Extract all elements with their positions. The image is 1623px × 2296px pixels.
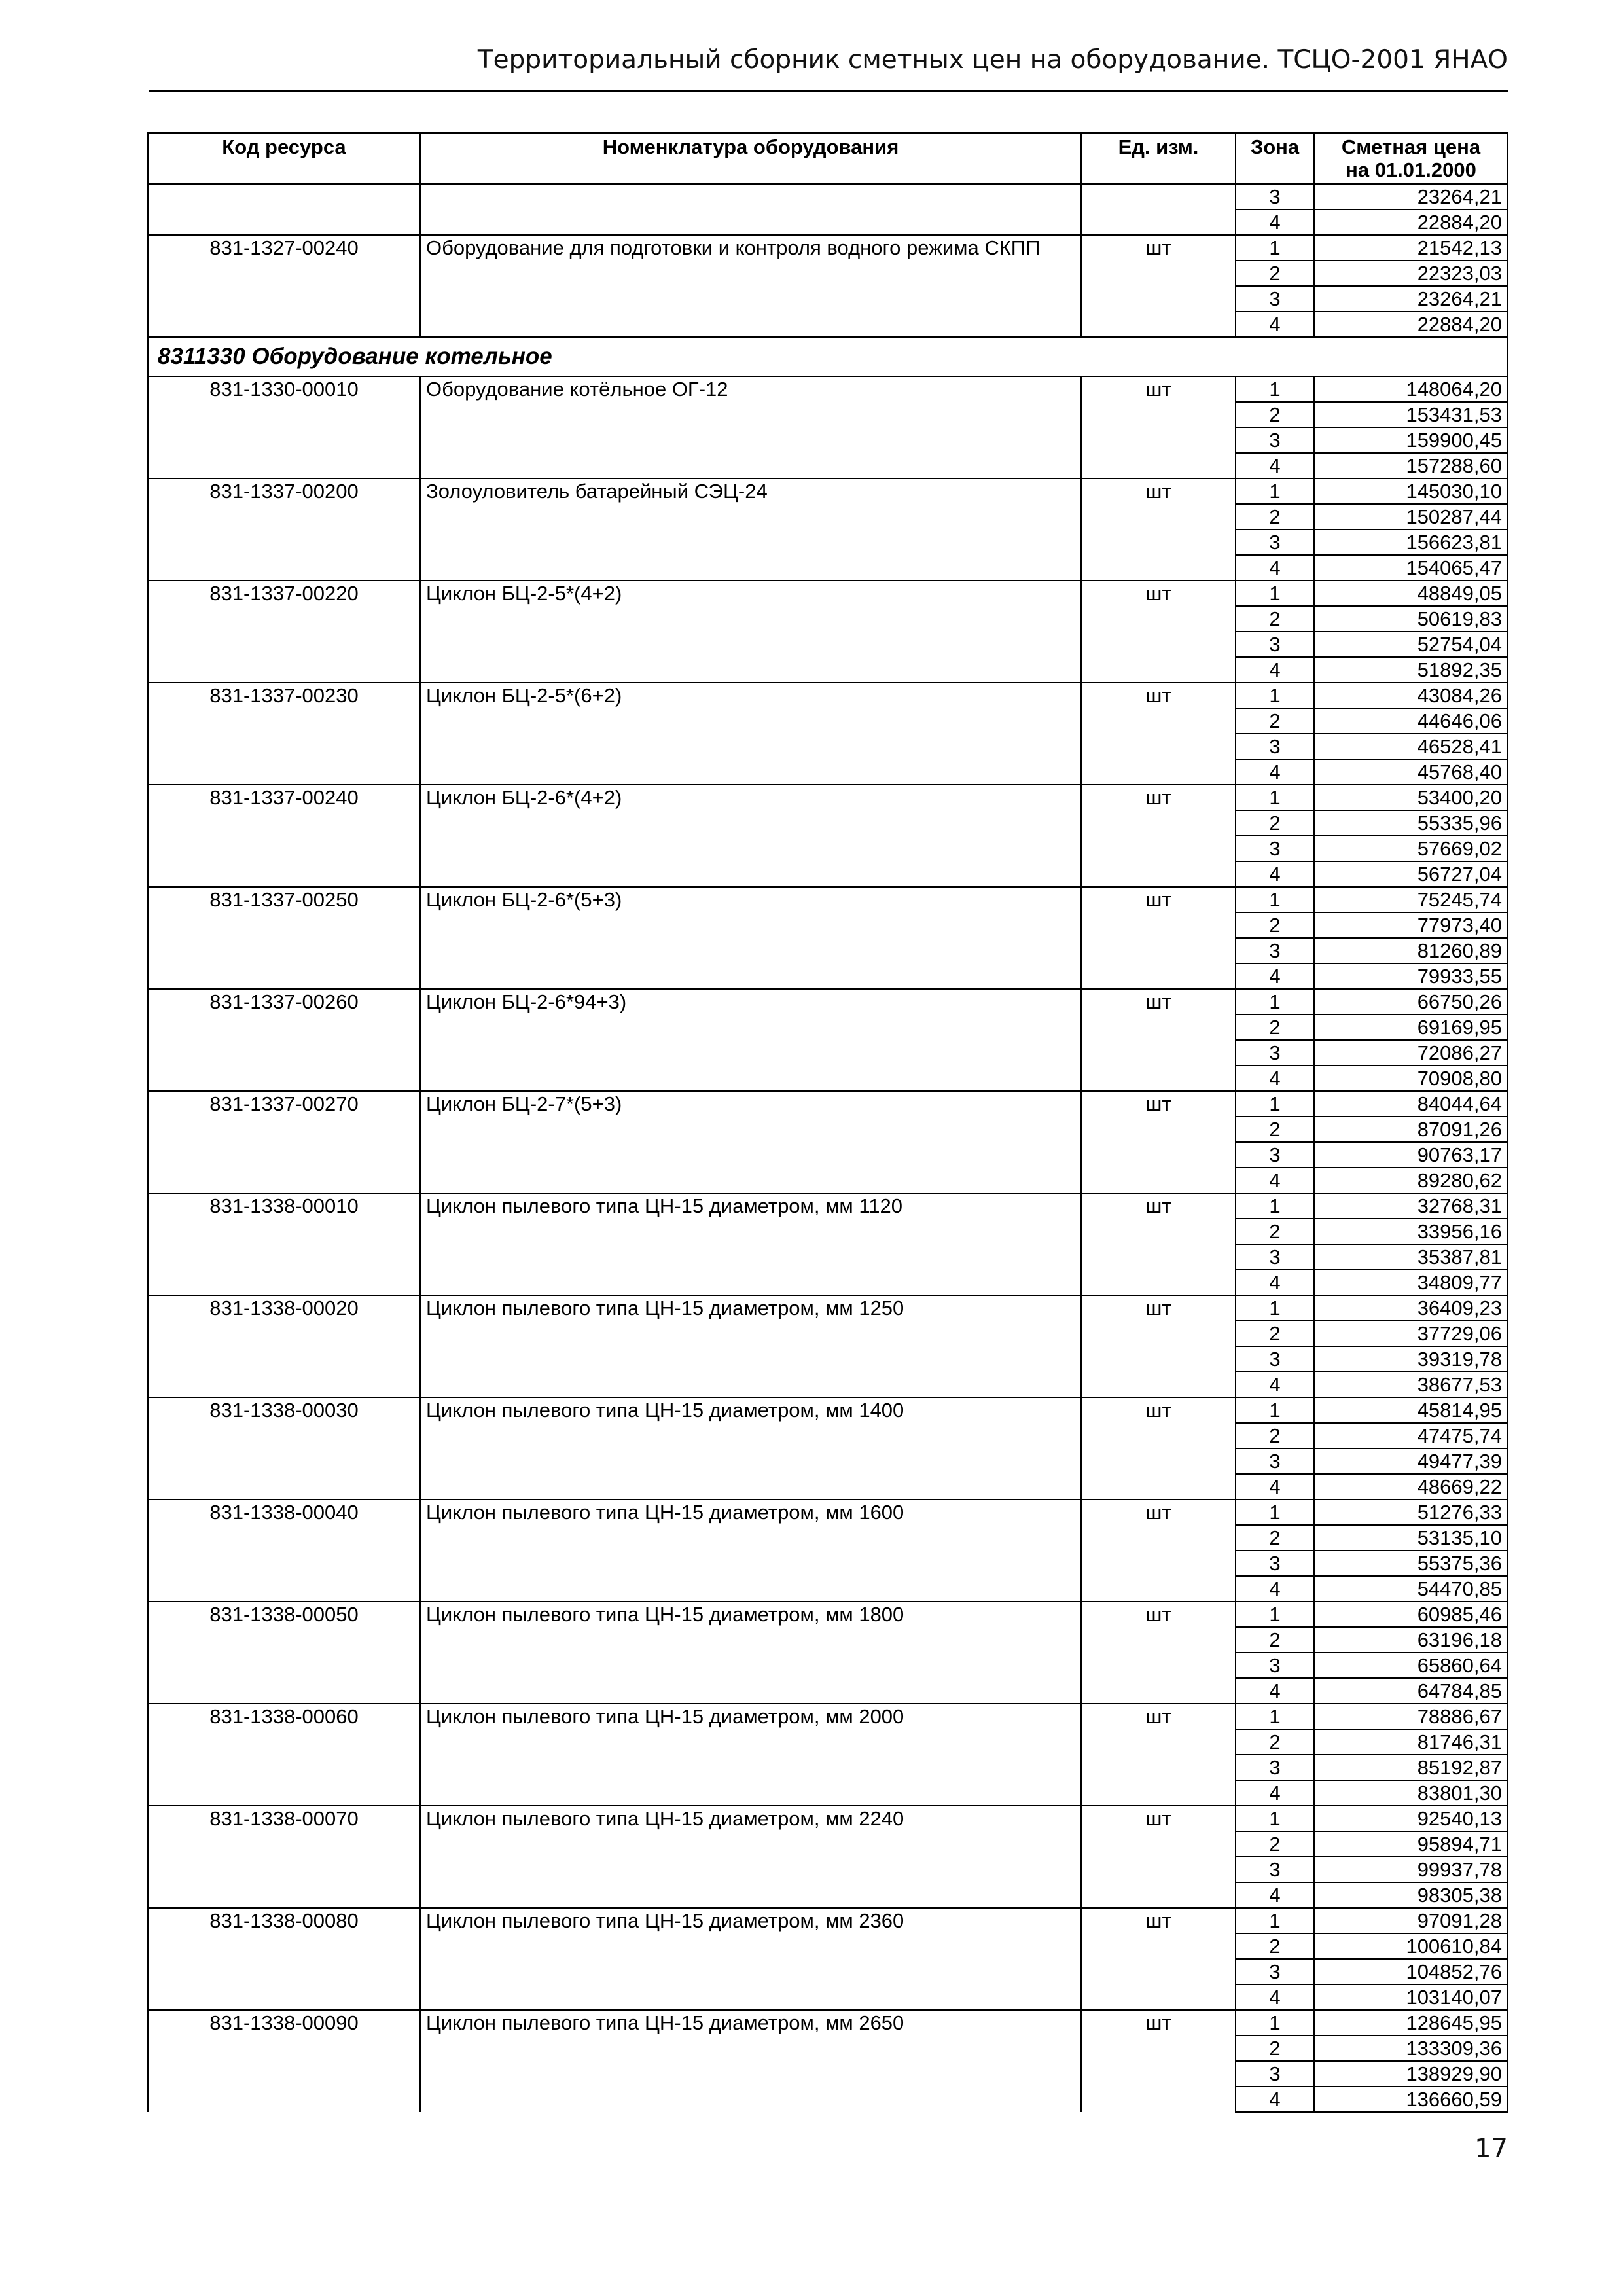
- zone-number: 4: [1236, 1882, 1314, 1908]
- resource-code: 831-1337-00240: [148, 785, 420, 887]
- section-title: 8311330 Оборудование котельное: [148, 337, 1508, 376]
- table-row: [148, 2010, 1508, 2036]
- zone-number: 3: [1236, 734, 1314, 759]
- unit-of-measure: шт: [1081, 989, 1236, 1091]
- estimated-price: 63196,18: [1314, 1627, 1508, 1653]
- estimated-price: 39319,78: [1314, 1346, 1508, 1372]
- resource-code: 831-1337-00220: [148, 581, 420, 683]
- zone-number: 3: [1236, 1653, 1314, 1678]
- estimated-price: 22323,03: [1314, 260, 1508, 286]
- zone-number: 3: [1236, 1755, 1314, 1780]
- estimated-price: 37729,06: [1314, 1321, 1508, 1346]
- estimated-price: 100610,84: [1314, 1933, 1508, 1959]
- unit-of-measure: шт: [1081, 1397, 1236, 1499]
- zone-number: 1: [1236, 1704, 1314, 1729]
- zone-number: 4: [1236, 1168, 1314, 1193]
- equipment-name: Циклон пылевого типа ЦН-15 диаметром, мм 1800: [420, 1602, 1081, 1704]
- estimated-price: 49477,39: [1314, 1448, 1508, 1474]
- estimated-price: 33956,16: [1314, 1219, 1508, 1244]
- zone-number: 3: [1236, 1959, 1314, 1984]
- estimated-price: 75245,74: [1314, 887, 1508, 912]
- estimated-price: 23264,21: [1314, 286, 1508, 312]
- estimated-price: 103140,07: [1314, 1984, 1508, 2010]
- unit-of-measure: шт: [1081, 2010, 1236, 2112]
- estimated-price: 34809,77: [1314, 1270, 1508, 1295]
- zone-number: 2: [1236, 606, 1314, 632]
- zone-number: 1: [1236, 2010, 1314, 2036]
- unit-of-measure: шт: [1081, 887, 1236, 989]
- zone-number: 4: [1236, 759, 1314, 785]
- zone-number: 3: [1236, 1448, 1314, 1474]
- zone-number: 4: [1236, 312, 1314, 337]
- estimated-price: 83801,30: [1314, 1780, 1508, 1806]
- zone-number: 3: [1236, 1142, 1314, 1168]
- unit-of-measure: шт: [1081, 785, 1236, 887]
- estimated-price: 154065,47: [1314, 555, 1508, 581]
- column-header-zone: Зона: [1236, 133, 1314, 184]
- unit-of-measure: шт: [1081, 1908, 1236, 2010]
- zone-number: 3: [1236, 1244, 1314, 1270]
- estimated-price: 22884,20: [1314, 209, 1508, 235]
- estimated-price: 35387,81: [1314, 1244, 1508, 1270]
- table-row: [148, 478, 1508, 504]
- unit-of-measure: шт: [1081, 1499, 1236, 1602]
- equipment-name: Циклон пылевого типа ЦН-15 диаметром, мм 2240: [420, 1806, 1081, 1908]
- estimated-price: 45814,95: [1314, 1397, 1508, 1423]
- zone-number: 4: [1236, 1372, 1314, 1397]
- estimated-price: 48669,22: [1314, 1474, 1508, 1499]
- equipment-name: Циклон пылевого типа ЦН-15 диаметром, мм 1250: [420, 1295, 1081, 1397]
- equipment-name: Циклон БЦ-2-6*(4+2): [420, 785, 1081, 887]
- estimated-price: 23264,21: [1314, 184, 1508, 210]
- zone-number: 1: [1236, 1193, 1314, 1219]
- estimated-price: 48849,05: [1314, 581, 1508, 606]
- zone-number: 1: [1236, 235, 1314, 260]
- zone-number: 3: [1236, 1551, 1314, 1576]
- resource-code: 831-1338-00080: [148, 1908, 420, 2010]
- zone-number: 1: [1236, 1397, 1314, 1423]
- zone-number: 2: [1236, 504, 1314, 529]
- resource-code: [148, 184, 420, 236]
- estimated-price: 99937,78: [1314, 1857, 1508, 1882]
- zone-number: 4: [1236, 657, 1314, 683]
- estimated-price: 38677,53: [1314, 1372, 1508, 1397]
- zone-number: 2: [1236, 1933, 1314, 1959]
- estimated-price: 32768,31: [1314, 1193, 1508, 1219]
- resource-code: 831-1338-00040: [148, 1499, 420, 1602]
- unit-of-measure: шт: [1081, 478, 1236, 581]
- page-number: 17: [1474, 2134, 1508, 2164]
- estimated-price: 69169,95: [1314, 1014, 1508, 1040]
- table-row: [148, 1499, 1508, 1525]
- equipment-name: Оборудование котёльное ОГ-12: [420, 376, 1081, 478]
- estimated-price: 81746,31: [1314, 1729, 1508, 1755]
- zone-number: 2: [1236, 1525, 1314, 1551]
- estimated-price: 55335,96: [1314, 810, 1508, 836]
- column-header-price-line1: Сметная цена: [1341, 135, 1481, 158]
- estimated-price: 56727,04: [1314, 861, 1508, 887]
- estimated-price: 46528,41: [1314, 734, 1508, 759]
- zone-number: 2: [1236, 1627, 1314, 1653]
- zone-number: 3: [1236, 529, 1314, 555]
- resource-code: 831-1338-00090: [148, 2010, 420, 2112]
- estimated-price: 43084,26: [1314, 683, 1508, 708]
- unit-of-measure: шт: [1081, 1193, 1236, 1295]
- page-header-title: Территориальный сборник сметных цен на оборудование. ТСЦО-2001 ЯНАО: [149, 47, 1508, 92]
- estimated-price: 50619,83: [1314, 606, 1508, 632]
- resource-code: 831-1338-00070: [148, 1806, 420, 1908]
- estimated-price: 70908,80: [1314, 1066, 1508, 1091]
- estimated-price: 128645,95: [1314, 2010, 1508, 2036]
- zone-number: 4: [1236, 1984, 1314, 2010]
- column-header-code: Код ресурса: [148, 133, 420, 184]
- resource-code: 831-1327-00240: [148, 235, 420, 337]
- unit-of-measure: шт: [1081, 1295, 1236, 1397]
- zone-number: 4: [1236, 453, 1314, 478]
- estimated-price: 53135,10: [1314, 1525, 1508, 1551]
- estimated-price: 95894,71: [1314, 1831, 1508, 1857]
- zone-number: 2: [1236, 810, 1314, 836]
- unit-of-measure: [1081, 184, 1236, 236]
- equipment-name: [420, 184, 1081, 236]
- estimated-price: 78886,67: [1314, 1704, 1508, 1729]
- table-row: [148, 376, 1508, 402]
- zone-number: 2: [1236, 912, 1314, 938]
- zone-number: 1: [1236, 887, 1314, 912]
- resource-code: 831-1338-00020: [148, 1295, 420, 1397]
- zone-number: 4: [1236, 963, 1314, 989]
- resource-code: 831-1337-00230: [148, 683, 420, 785]
- unit-of-measure: шт: [1081, 235, 1236, 337]
- estimated-price: 150287,44: [1314, 504, 1508, 529]
- estimated-price: 72086,27: [1314, 1040, 1508, 1066]
- estimated-price: 51892,35: [1314, 657, 1508, 683]
- resource-code: 831-1338-00030: [148, 1397, 420, 1499]
- estimated-price: 21542,13: [1314, 235, 1508, 260]
- table-row: [148, 1091, 1508, 1117]
- zone-number: 1: [1236, 1295, 1314, 1321]
- zone-number: 4: [1236, 2087, 1314, 2112]
- zone-number: 3: [1236, 1040, 1314, 1066]
- equipment-name: Золоуловитель батарейный СЭЦ-24: [420, 478, 1081, 581]
- estimated-price: 87091,26: [1314, 1117, 1508, 1142]
- zone-number: 2: [1236, 2036, 1314, 2061]
- zone-number: 1: [1236, 1499, 1314, 1525]
- zone-number: 3: [1236, 1346, 1314, 1372]
- equipment-name: Циклон БЦ-2-7*(5+3): [420, 1091, 1081, 1193]
- column-header-price: [1314, 133, 1508, 184]
- zone-number: 1: [1236, 989, 1314, 1014]
- equipment-name: Оборудование для подготовки и контроля водного режима СКПП: [420, 235, 1081, 337]
- section-row: [148, 337, 1508, 376]
- table-row: [148, 235, 1508, 260]
- table-body-before-section: [148, 184, 1508, 338]
- table-row: [148, 989, 1508, 1014]
- estimated-price: 89280,62: [1314, 1168, 1508, 1193]
- estimated-price: 145030,10: [1314, 478, 1508, 504]
- zone-number: 3: [1236, 632, 1314, 657]
- table-body-after-section: [148, 376, 1508, 2112]
- resource-code: 831-1330-00010: [148, 376, 420, 478]
- zone-number: 3: [1236, 1857, 1314, 1882]
- table-header-row: [148, 133, 1508, 184]
- column-header-unit: Ед. изм.: [1081, 133, 1236, 184]
- estimated-price: 54470,85: [1314, 1576, 1508, 1602]
- estimated-price: 90763,17: [1314, 1142, 1508, 1168]
- resource-code: 831-1337-00270: [148, 1091, 420, 1193]
- zone-number: 2: [1236, 1219, 1314, 1244]
- estimated-price: 159900,45: [1314, 427, 1508, 453]
- estimated-price: 138929,90: [1314, 2061, 1508, 2087]
- zone-number: 3: [1236, 286, 1314, 312]
- zone-number: 2: [1236, 1831, 1314, 1857]
- unit-of-measure: шт: [1081, 1091, 1236, 1193]
- estimated-price: 153431,53: [1314, 402, 1508, 427]
- equipment-name: Циклон пылевого типа ЦН-15 диаметром, мм 2360: [420, 1908, 1081, 2010]
- estimated-price: 81260,89: [1314, 938, 1508, 963]
- zone-number: 1: [1236, 581, 1314, 606]
- zone-number: 4: [1236, 1780, 1314, 1806]
- zone-number: 2: [1236, 1423, 1314, 1448]
- estimated-price: 45768,40: [1314, 759, 1508, 785]
- estimated-price: 104852,76: [1314, 1959, 1508, 1984]
- zone-number: 4: [1236, 555, 1314, 581]
- zone-number: 1: [1236, 785, 1314, 810]
- zone-number: 4: [1236, 861, 1314, 887]
- estimated-price: 51276,33: [1314, 1499, 1508, 1525]
- equipment-name: Циклон пылевого типа ЦН-15 диаметром, мм 1400: [420, 1397, 1081, 1499]
- resource-code: 831-1337-00200: [148, 478, 420, 581]
- estimated-price: 66750,26: [1314, 989, 1508, 1014]
- zone-number: 3: [1236, 427, 1314, 453]
- zone-number: 2: [1236, 260, 1314, 286]
- table-row: [148, 785, 1508, 810]
- zone-number: 4: [1236, 1066, 1314, 1091]
- estimated-price: 148064,20: [1314, 376, 1508, 402]
- unit-of-measure: шт: [1081, 376, 1236, 478]
- estimated-price: 57669,02: [1314, 836, 1508, 861]
- table-section: [148, 337, 1508, 376]
- table-row: [148, 1193, 1508, 1219]
- estimated-price: 60985,46: [1314, 1602, 1508, 1627]
- estimated-price: 85192,87: [1314, 1755, 1508, 1780]
- table-row: [148, 1295, 1508, 1321]
- zone-number: 2: [1236, 1117, 1314, 1142]
- zone-number: 2: [1236, 1729, 1314, 1755]
- zone-number: 4: [1236, 1576, 1314, 1602]
- equipment-name: Циклон БЦ-2-6*94+3): [420, 989, 1081, 1091]
- equipment-name: Циклон БЦ-2-5*(6+2): [420, 683, 1081, 785]
- column-header-price-line2: на 01.01.2000: [1346, 158, 1476, 181]
- zone-number: 3: [1236, 2061, 1314, 2087]
- column-header-name: Номенклатура оборудования: [420, 133, 1081, 184]
- zone-number: 2: [1236, 402, 1314, 427]
- estimated-price: 133309,36: [1314, 2036, 1508, 2061]
- resource-code: 831-1338-00050: [148, 1602, 420, 1704]
- equipment-name: Циклон БЦ-2-5*(4+2): [420, 581, 1081, 683]
- equipment-name: Циклон пылевого типа ЦН-15 диаметром, мм 1600: [420, 1499, 1081, 1602]
- unit-of-measure: шт: [1081, 683, 1236, 785]
- estimated-price: 84044,64: [1314, 1091, 1508, 1117]
- resource-code: 831-1338-00010: [148, 1193, 420, 1295]
- estimated-price: 97091,28: [1314, 1908, 1508, 1933]
- estimated-price: 65860,64: [1314, 1653, 1508, 1678]
- zone-number: 2: [1236, 1321, 1314, 1346]
- equipment-name: Циклон БЦ-2-6*(5+3): [420, 887, 1081, 989]
- zone-number: 1: [1236, 478, 1314, 504]
- table-row: [148, 1704, 1508, 1729]
- estimated-price: 47475,74: [1314, 1423, 1508, 1448]
- zone-number: 4: [1236, 1270, 1314, 1295]
- estimated-price: 22884,20: [1314, 312, 1508, 337]
- estimated-price: 64784,85: [1314, 1678, 1508, 1704]
- zone-number: 1: [1236, 1908, 1314, 1933]
- table-row: [148, 887, 1508, 912]
- table-row: [148, 1806, 1508, 1831]
- zone-number: 2: [1236, 708, 1314, 734]
- zone-number: 3: [1236, 836, 1314, 861]
- price-table: [147, 132, 1508, 2113]
- table-row: [148, 1602, 1508, 1627]
- zone-number: 3: [1236, 184, 1314, 210]
- resource-code: 831-1338-00060: [148, 1704, 420, 1806]
- estimated-price: 44646,06: [1314, 708, 1508, 734]
- equipment-name: Циклон пылевого типа ЦН-15 диаметром, мм 1120: [420, 1193, 1081, 1295]
- estimated-price: 92540,13: [1314, 1806, 1508, 1831]
- resource-code: 831-1337-00260: [148, 989, 420, 1091]
- estimated-price: 157288,60: [1314, 453, 1508, 478]
- table-row: [148, 184, 1508, 210]
- table-row: [148, 1908, 1508, 1933]
- resource-code: 831-1337-00250: [148, 887, 420, 989]
- zone-number: 2: [1236, 1014, 1314, 1040]
- unit-of-measure: шт: [1081, 581, 1236, 683]
- equipment-name: Циклон пылевого типа ЦН-15 диаметром, мм 2650: [420, 2010, 1081, 2112]
- table-row: [148, 1397, 1508, 1423]
- zone-number: 3: [1236, 938, 1314, 963]
- zone-number: 4: [1236, 209, 1314, 235]
- table-row: [148, 581, 1508, 606]
- equipment-name: Циклон пылевого типа ЦН-15 диаметром, мм 2000: [420, 1704, 1081, 1806]
- zone-number: 1: [1236, 1091, 1314, 1117]
- estimated-price: 52754,04: [1314, 632, 1508, 657]
- table-row: [148, 683, 1508, 708]
- zone-number: 1: [1236, 376, 1314, 402]
- unit-of-measure: шт: [1081, 1602, 1236, 1704]
- zone-number: 4: [1236, 1474, 1314, 1499]
- zone-number: 1: [1236, 1602, 1314, 1627]
- estimated-price: 53400,20: [1314, 785, 1508, 810]
- estimated-price: 156623,81: [1314, 529, 1508, 555]
- unit-of-measure: шт: [1081, 1704, 1236, 1806]
- zone-number: 1: [1236, 1806, 1314, 1831]
- estimated-price: 98305,38: [1314, 1882, 1508, 1908]
- zone-number: 1: [1236, 683, 1314, 708]
- zone-number: 4: [1236, 1678, 1314, 1704]
- estimated-price: 55375,36: [1314, 1551, 1508, 1576]
- estimated-price: 36409,23: [1314, 1295, 1508, 1321]
- estimated-price: 77973,40: [1314, 912, 1508, 938]
- estimated-price: 136660,59: [1314, 2087, 1508, 2112]
- estimated-price: 79933,55: [1314, 963, 1508, 989]
- unit-of-measure: шт: [1081, 1806, 1236, 1908]
